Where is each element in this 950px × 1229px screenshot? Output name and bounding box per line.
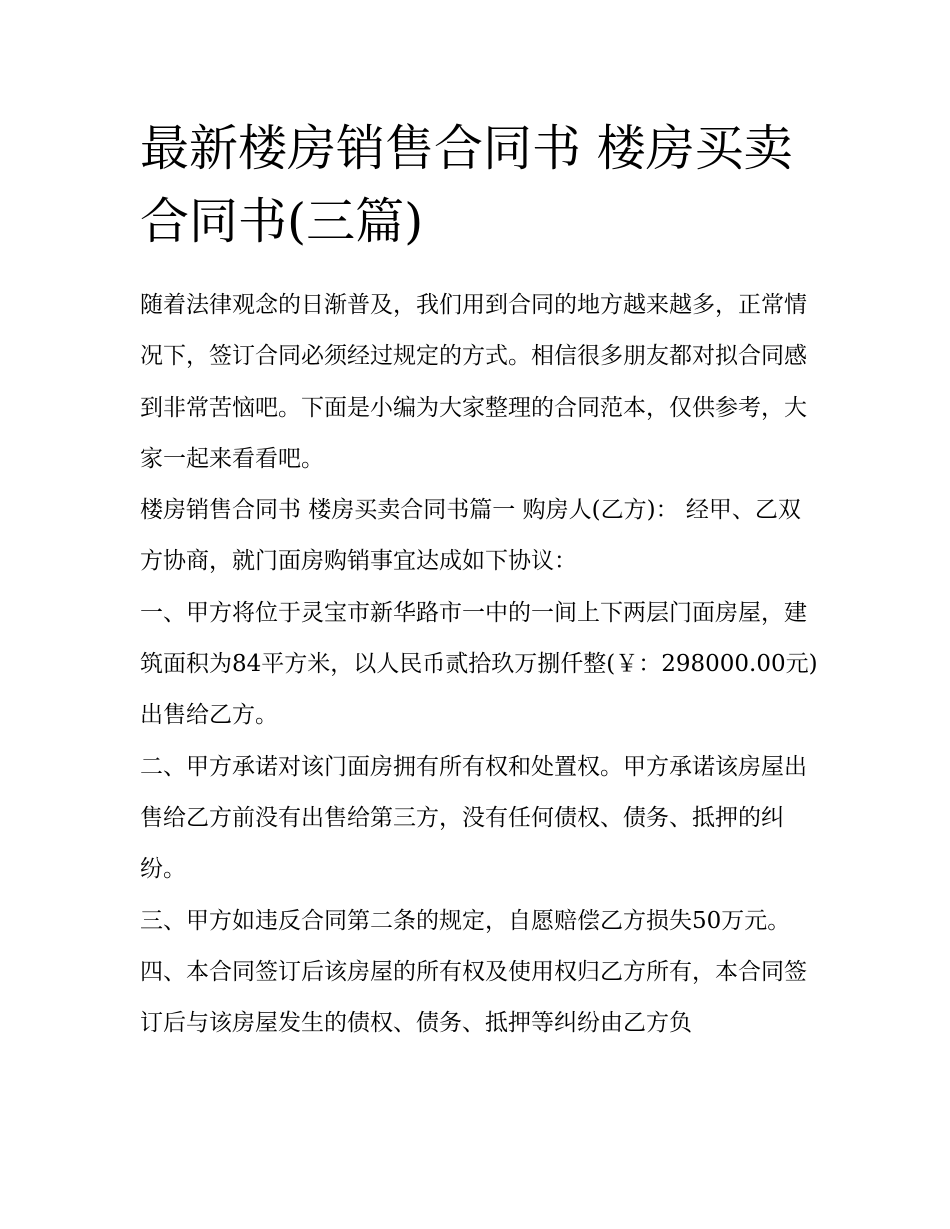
document-title: 最新楼房销售合同书 楼房买卖合同书(三篇) [140, 120, 793, 250]
intro-paragraph: 随着法律观念的日渐普及，我们用到合同的地方越来越多，正常情况下，签订合同必须经过规定的方式。相信很多朋友都对拟合同感到非常苦恼吧。下面是小编为大家整理的合同范本，仅供参考，大家一起来看看吧。 [140, 292, 807, 472]
clause-3-paragraph: 三、甲方如违反合同第二条的规定，自愿赔偿乙方损失50万元。 [140, 907, 791, 934]
clause-4-paragraph: 四、本合同签订后该房屋的所有权及使用权归乙方所有，本合同签订后与该房屋发生的债权、债务、抵押等纠纷由乙方负 [140, 958, 807, 1037]
document-body [140, 280, 820, 1049]
contract-heading-paragraph: 楼房销售合同书 楼房买卖合同书篇一 购房人(乙方)： 经甲、乙双方协商，就门面房购销事宜达成如下协议： [140, 497, 801, 575]
clause-2-paragraph: 二、甲方承诺对该门面房拥有所有权和处置权。甲方承诺该房屋出售给乙方前没有出售给第三方，没有任何债权、债务、抵押的纠纷。 [140, 753, 807, 883]
clause-1-paragraph: 一、甲方将位于灵宝市新华路市一中的一间上下两层门面房屋，建筑面积为84平方米，以人民币贰拾玖万捌仟整(￥：298000.00元)出售给乙方。 [140, 599, 818, 729]
